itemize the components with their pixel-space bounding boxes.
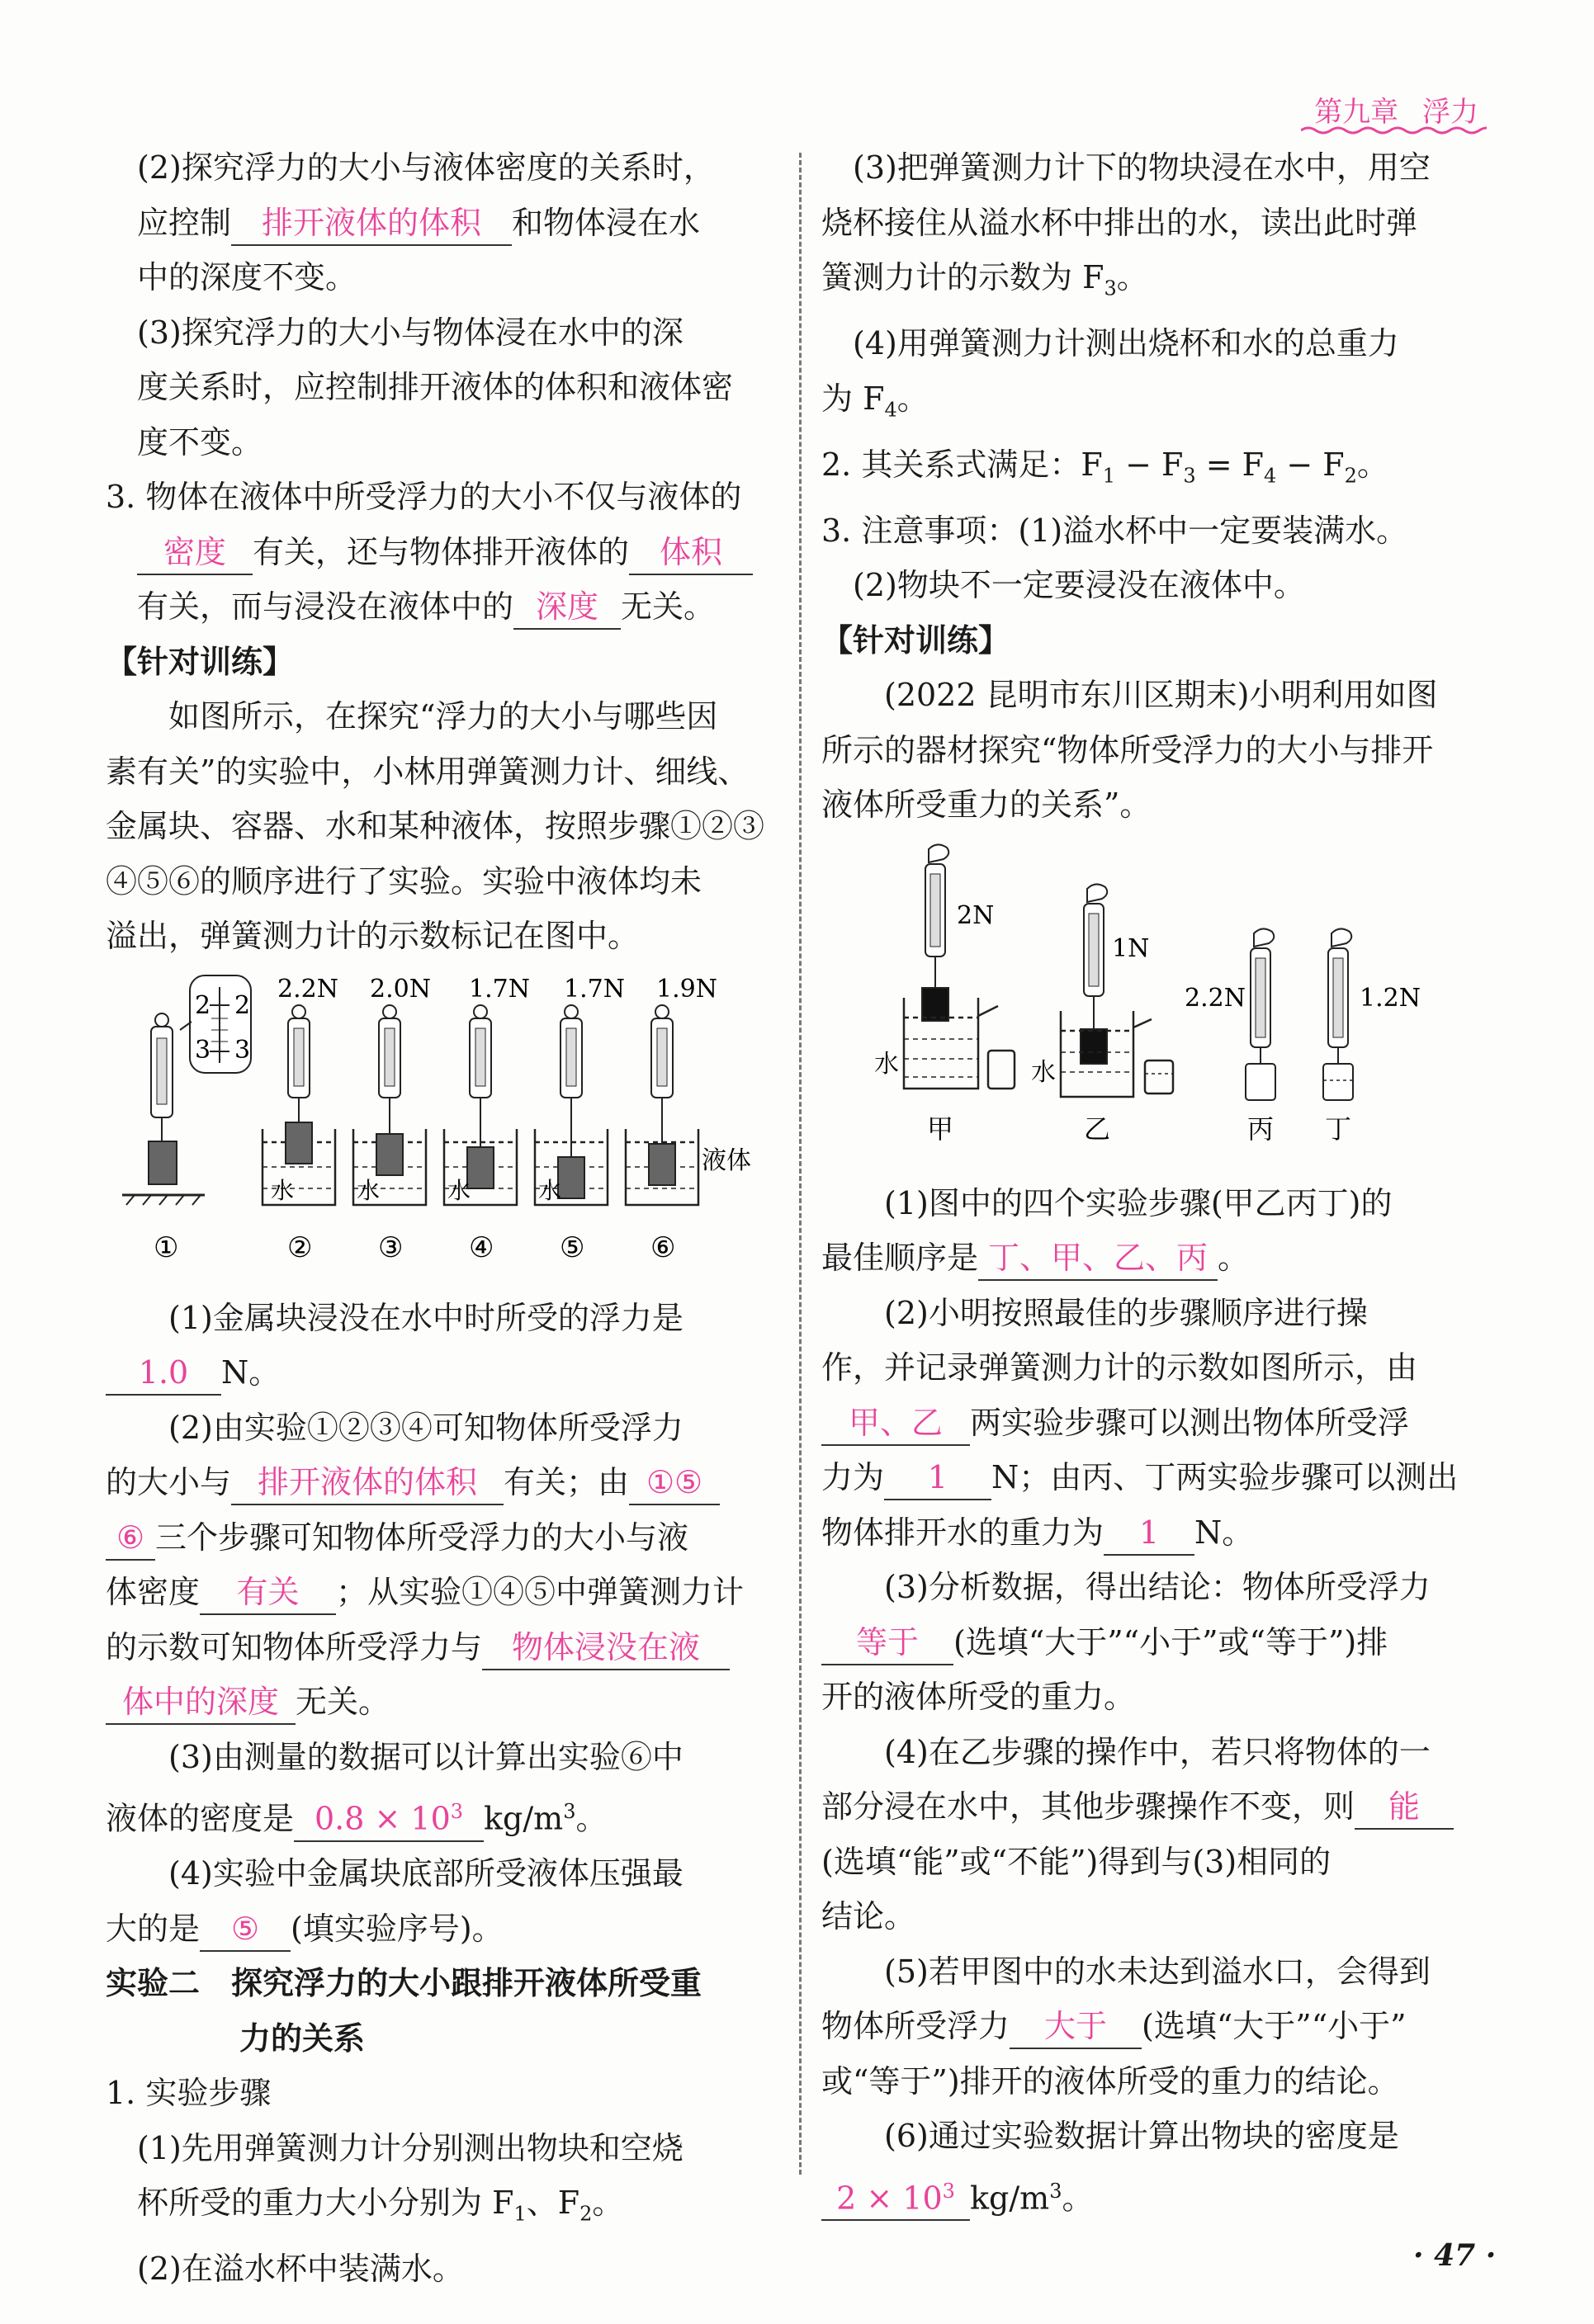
text-line: (1)先用弹簧测力计分别测出物块和空烧 <box>137 2129 683 2166</box>
text-line: 的示数可知物体所受浮力与 物体浸没在液 <box>106 1620 758 1675</box>
answer-blank: 1.0 <box>106 1351 221 1396</box>
text-line: $2 \times 10^3$ $kg/m^3$。 <box>821 2164 1478 2226</box>
text-line: 1.0 N。 <box>106 1345 758 1401</box>
text-line: 簧测力计的示数为 $F_3$。 <box>821 259 1148 300</box>
spring-scale-4 <box>467 1005 494 1188</box>
text-line: 或“等于”)排开的液体所受的重力的结论。 <box>821 2062 1399 2100</box>
text-line: 开的液体所受的重力。 <box>821 1679 1136 1716</box>
text-line: 液体的密度是 $0.8 \times 10^3$ $kg/m^3$。 <box>106 1784 758 1846</box>
answer-blank: 1 <box>1104 1511 1194 1556</box>
zoom-tick-bottom: 3 <box>234 1035 251 1065</box>
answer-blank: 物体浸没在液 <box>482 1626 730 1670</box>
hand-ding <box>1331 928 1351 947</box>
figure-2-drawing <box>821 841 1478 1171</box>
text-line: (4)在乙步骤的操作中，若只将物体的一 <box>884 1733 1431 1770</box>
text-line: 结论。 <box>821 1898 916 1935</box>
text-line: 应控制 排开液体的体积 和物体浸在水 <box>106 196 758 251</box>
hand-yi <box>1087 884 1107 902</box>
step-label-2: ② <box>287 1230 313 1264</box>
reading-ding: 1.2N <box>1360 983 1421 1013</box>
spring-scale-bing <box>1246 948 1275 1100</box>
header-underline-wave <box>1301 125 1487 135</box>
text-line: 体密度 有关 ；从实验①④⑤中弹簧测力计 <box>106 1565 758 1620</box>
zoom-tick-bottom-left: 3 <box>195 1035 211 1065</box>
answer-blank: 排开液体的体积 <box>231 201 512 246</box>
text-line: ④⑤⑥的顺序进行了实验。实验中液体均未 <box>106 862 702 900</box>
text-line: 杯所受的重力大小分别为 $F_1$、$F_2$。 <box>137 2185 624 2226</box>
text-line: (3)由测量的数据可以计算出实验⑥中 <box>168 1738 683 1775</box>
answer-blank: 密度 <box>137 531 253 575</box>
spring-scale-yi <box>1081 904 1107 1064</box>
answer-blank: 甲、乙 <box>821 1401 970 1446</box>
answer-blank: 排开液体的体积 <box>231 1461 504 1505</box>
answer-blank: 体中的深度 <box>106 1680 296 1725</box>
ground-hatch <box>126 1195 201 1205</box>
section-heading: 【针对训练】 <box>106 643 295 680</box>
spring-scale-6 <box>649 1005 675 1185</box>
water-label-5: 水 <box>538 1176 562 1204</box>
reading-step-5: 1.7N <box>564 974 625 1004</box>
text-line: 金属块、容器、水和某种液体，按照步骤①②③ <box>106 808 765 844</box>
text-line: 中的深度不变。 <box>137 259 357 295</box>
liquid-label: 液体 <box>702 1145 751 1175</box>
experiment-heading-cont: 力的关系 <box>239 2019 366 2057</box>
water-label-4: 水 <box>447 1176 471 1204</box>
spring-scale-ding <box>1323 948 1353 1100</box>
reading-step-2: 2.2N <box>277 974 338 1004</box>
overflow-cup-figure <box>821 841 1478 1171</box>
text-line: 液体所受重力的关系”。 <box>821 786 1152 824</box>
text-line: 等于 (选填“大于”“小于”或“等于”)排 <box>821 1615 1478 1670</box>
reading-step-3: 2.0N <box>370 974 431 1004</box>
reading-yi: 1N <box>1112 933 1150 963</box>
text-line: 物体所受浮力 大于 (选填“大于”“小于” <box>821 1999 1478 2054</box>
zoom-tick-top-left: 2 <box>195 990 211 1020</box>
text-line: (选填“能”或“不能”)得到与(3)相同的 <box>821 1843 1331 1880</box>
reading-jia: 2N <box>957 900 995 930</box>
text-line: 最佳顺序是 丁、甲、乙、丙 。 <box>821 1230 1478 1286</box>
answer-blank: ⑤ <box>200 1907 291 1952</box>
text-line: 的大小与 排开液体的体积 有关；由 ①⑤ <box>106 1455 758 1510</box>
text-line: (4)实验中金属块底部所受液体压强最 <box>168 1855 683 1892</box>
answer-blank: $2 \times 10^3$ <box>821 2170 970 2222</box>
text-line: (2)小明按照最佳的步骤顺序进行操 <box>884 1294 1368 1331</box>
step-label-3: ③ <box>378 1230 404 1264</box>
text-line: 2. 其关系式满足：$F_1 - F_3 = F_4 - F_2$。 <box>821 446 1388 488</box>
answer-blank: 深度 <box>513 585 621 630</box>
answer-blank: 1 <box>884 1456 991 1500</box>
water-label-3: 水 <box>357 1176 381 1204</box>
text-line: 大的是 ⑤ (填实验序号)。 <box>106 1901 758 1957</box>
step-label-4: ④ <box>469 1230 494 1264</box>
text-line: ⑥ 三个步骤可知物体所受浮力的大小与液 <box>106 1510 758 1566</box>
text-line: 如图所示，在探究“浮力的大小与哪些因 <box>168 698 718 735</box>
answer-blank: 有关 <box>200 1571 336 1615</box>
spring-scale-2 <box>286 1005 312 1164</box>
text-line: 度关系时，应控制排开液体的体积和液体密 <box>137 369 734 405</box>
hand-bing <box>1254 928 1274 947</box>
chapter-title: 浮力 <box>1422 96 1478 129</box>
text-line: 溢出，弹簧测力计的示数标记在图中。 <box>106 918 640 954</box>
text-line: 为 $F_4$。 <box>821 380 929 422</box>
water-label-yi: 水 <box>1031 1057 1056 1087</box>
text-line: (2)物块不一定要浸没在液体中。 <box>853 567 1305 604</box>
answer-blank: ⑥ <box>106 1516 155 1561</box>
text-line: 甲、乙 两实验步骤可以测出物体所受浮 <box>821 1396 1478 1451</box>
buoyancy-experiment-figure <box>106 972 758 1286</box>
text-line: 烧杯接住从溢水杯中排出的水，读出此时弹 <box>821 204 1418 241</box>
text-line: 力为 1 N；由丙、丁两实验步骤可以测出 <box>821 1450 1478 1505</box>
hand-jia <box>929 844 948 862</box>
text-line: 1. 实验步骤 <box>106 2075 272 2112</box>
chapter-number: 第九章 <box>1314 96 1399 129</box>
overflow-cup-jia <box>904 998 1015 1089</box>
text-line: 3. 物体在液体中所受浮力的大小不仅与液体的 <box>106 479 742 515</box>
text-line: 度不变。 <box>137 423 263 461</box>
answer-blank: 等于 <box>821 1621 953 1665</box>
spring-scale-jia <box>922 864 948 1021</box>
text-line: (3)把弹簧测力计下的物块浸在水中，用空 <box>853 149 1431 186</box>
text-line: 物体排开水的重力为 1 N。 <box>821 1505 1478 1561</box>
reading-step-4: 1.7N <box>469 974 530 1004</box>
text-line: 体中的深度 无关。 <box>106 1675 758 1730</box>
text-line: (2022 昆明市东川区期末)小明利用如图 <box>884 677 1438 714</box>
figure-1-drawing <box>106 972 758 1286</box>
step-label-6: ⑥ <box>650 1230 676 1264</box>
reading-step-6: 1.9N <box>656 974 717 1004</box>
label-yi: 乙 <box>1084 1112 1111 1145</box>
text-line: (3)探究浮力的大小与物体浸在水中的深 <box>137 314 683 351</box>
text-line: 部分浸在水中，其他步骤操作不变，则 能 <box>821 1779 1478 1835</box>
zoom-tick-top: 2 <box>234 990 251 1020</box>
overflow-cup-yi <box>1061 1011 1173 1097</box>
text-line: (2)探究浮力的大小与液体密度的关系时， <box>137 149 715 186</box>
page-number: · 47 · <box>1413 2238 1497 2273</box>
answer-blank: 体积 <box>629 531 753 575</box>
left-column <box>106 140 765 2297</box>
water-label-2: 水 <box>271 1176 295 1204</box>
text-line: 有关，而与浸没在液体中的 深度 无关。 <box>106 579 758 635</box>
spring-scale-1 <box>149 1013 177 1184</box>
text-line: 素有关”的实验中，小林用弹簧测力计、细线、 <box>106 753 750 790</box>
column-divider <box>799 153 802 2175</box>
reading-bing: 2.2N <box>1185 983 1246 1013</box>
text-line: (1)图中的四个实验步骤(甲乙丙丁)的 <box>884 1184 1393 1221</box>
section-heading: 【针对训练】 <box>821 621 1010 659</box>
text-line: 作，并记录弹簧测力计的示数如图所示，由 <box>821 1349 1418 1386</box>
label-jia: 甲 <box>927 1112 954 1145</box>
text-line: 密度 有关，还与物体排开液体的 体积 <box>106 525 758 580</box>
zoom-bubble <box>180 975 251 1073</box>
water-label-jia: 水 <box>874 1049 899 1079</box>
answer-blank: 丁、甲、乙、丙 <box>978 1236 1218 1281</box>
answer-blank: 大于 <box>1010 2005 1142 2049</box>
experiment-heading: 实验二 探究浮力的大小跟排开液体所受重 <box>106 1965 702 2002</box>
text-line: 3. 注意事项：(1)溢水杯中一定要装满水。 <box>821 512 1408 549</box>
text-line: (4)用弹簧测力计测出烧杯和水的总重力 <box>853 325 1399 362</box>
step-label-1: ① <box>154 1230 179 1264</box>
label-bing: 丙 <box>1247 1112 1275 1145</box>
answer-blank: $0.8 \times 10^3$ <box>294 1790 484 1842</box>
answer-blank: ①⑤ <box>629 1461 720 1505</box>
spring-scale-5 <box>558 1005 584 1198</box>
text-line: (1)金属块浸没在水中时所受的浮力是 <box>168 1299 683 1336</box>
step-label-5: ⑤ <box>560 1230 585 1264</box>
text-line: (5)若甲图中的水未达到溢水口，会得到 <box>884 1953 1431 1990</box>
text-line: (6)通过实验数据计算出物块的密度是 <box>884 2118 1399 2155</box>
chapter-header <box>1314 89 1478 130</box>
text-line: (2)由实验①②③④可知物体所受浮力 <box>168 1409 683 1446</box>
right-column <box>821 140 1478 2226</box>
label-ding: 丁 <box>1325 1112 1352 1145</box>
answer-blank: 能 <box>1355 1785 1454 1830</box>
text-line: (3)分析数据，得出结论：物体所受浮力 <box>884 1569 1431 1606</box>
text-line: (2)在溢水杯中装满水。 <box>137 2251 464 2288</box>
spring-scale-3 <box>376 1005 403 1175</box>
text-line: 所示的器材探究“物体所受浮力的大小与排开 <box>821 731 1434 768</box>
